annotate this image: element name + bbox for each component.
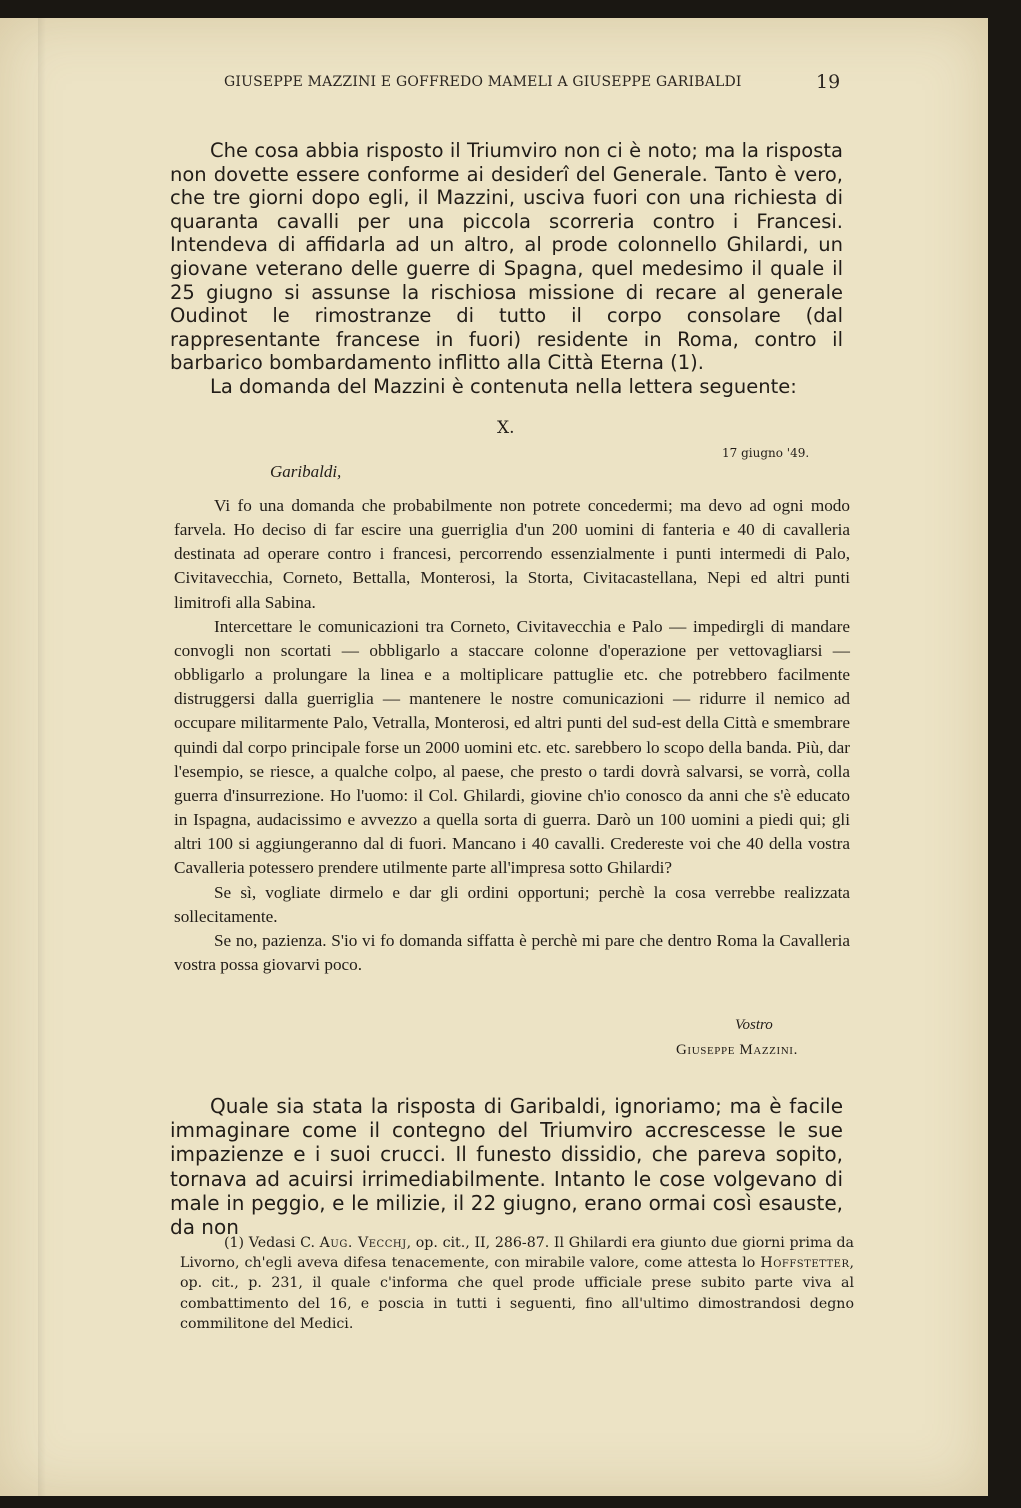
- intro-paragraph: Che cosa abbia risposto il Triumviro non ci è noto; ma la risposta non dovette essere conforme ai desiderî del Generale. Tanto è vero, che tre giorni dopo egli, il Mazzini, usciva fuori con una richiesta di quaranta cavalli per una piccola scorreria contro i Francesi. Intendeva di affidarla ad un altro, al prode colonnello Ghilardi, un giovane veterano delle guerre di Spagna, quel medesimo il quale il 25 giugno si assunse la rischiosa missione di recare al generale Oudinot le rimostranze di tutto il corpo consolare (dal rappresentante francese in fuori) residente in Roma, contro il barbarico bombardamento inflitto alla Città Eterna (1).: [170, 139, 843, 375]
- page-number: 19: [816, 71, 841, 93]
- intro-text: [170, 139, 843, 399]
- letter-date: 17 giugno '49.: [722, 446, 810, 460]
- footnote-text: , op. cit., p. 231, il quale c'informa che quel prode ufficiale prese subito parte viva al combattimento del 16, e poscia in tutti i seguenti, fino all'ultimo dimostrandosi degno commilitone del Medici.: [180, 1255, 854, 1332]
- letter-body: [174, 494, 850, 977]
- letter-paragraph: Se sì, vogliate dirmelo e dar gli ordini opportuni; perchè la cosa verrebbe realizzata sollecitamente.: [174, 882, 850, 926]
- intro-paragraph: La domanda del Mazzini è contenuta nella lettera seguente:: [210, 374, 797, 398]
- letter-paragraph: Intercettare le comunicazioni tra Corneto, Civitavecchia e Palo — impedirgli di mandare convogli non scortati — obbligarlo a staccare colonne d'operazione per vettovagliarsi — obbligarlo a prolungare la linea e a moltiplicare pattuglie etc. che potrebbero facilmente distruggersi dalla guerriglia — mantenere le nostre comunicazioni — ridurre il nemico ad occupare militarmente Palo, Vetralla, Monterosi, ed altri punti del sud-est della Città e smembrare quindi dal corpo principale forse un 2000 uomini etc. etc. sarebbero lo scopo della banda. Più, dar l'esempio, se riesce, a qualche colpo, al paese, che presto o tardi dovrà salvarsi, se vorrà, colla guerra d'insurrezione. Ho l'uomo: il Col. Ghilardi, giovine ch'io conosco da anni che s'è educato in Ispagna, audacissimo e avvezzo a quella sorta di guerra. Darò un 100 uomini a piedi qui; gli altri 100 si aggiungeranno dal di fuori. Mancano i 40 cavalli. Credereste voi che 40 della vostra Cavalleria potessero prendere utilmente parte all'impresa sotto Ghilardi?: [174, 616, 850, 878]
- footnote-marker: (1) Vedasi C.: [224, 1235, 315, 1251]
- page-gutter: [38, 18, 46, 1496]
- footnote-paragraph: [180, 1233, 854, 1334]
- letter-paragraph: Vi fo una domanda che probabilmente non potrete concedermi; ma devo ad ogni modo farvela. Ho deciso di far escire una guerriglia d'un 200 uomini di fanteria e 40 di cavalleria destinata ad operare contro i francesi, percorrendo essenzialmente i punti intermedi di Palo, Civitavecchia, Corneto, Bettalla, Monterosi, la Storta, Civitacastellana, Nepi ed altri punti limitrofi alla Sabina.: [174, 496, 850, 612]
- running-header: GIUSEPPE MAZZINI E GOFFREDO MAMELI A GIUSEPPE GARIBALDI: [224, 74, 742, 90]
- letter-salutation: Garibaldi,: [270, 462, 342, 481]
- footnote-author: Aug. Vecchj: [319, 1235, 407, 1251]
- footnote: [180, 1233, 854, 1334]
- continuation-text: [170, 1094, 843, 1239]
- letter-closing: Vostro: [735, 1017, 773, 1033]
- letter-signature: Giuseppe Mazzini.: [676, 1042, 798, 1058]
- continuation-paragraph: Quale sia stata la risposta di Garibaldi, ignoriamo; ma è facile immaginare come il contegno del Triumviro accrescesse le sue impazienze e i suoi crucci. Il funesto dissidio, che pareva sopito, tornava ad acuirsi irrimediabilmente. Intanto le cose volgevano di male in peggio, e le milizie, il 22 giugno, erano ormai così esauste, da non: [170, 1094, 843, 1240]
- letter-number: X.: [497, 418, 515, 438]
- footnote-text: , op. cit., II, 286-87. Il Ghilardi era giunto due giorni prima da Livorno, ch'egli aveva difesa tenacemente, con mirabile valore, come attesta lo: [180, 1235, 854, 1272]
- footnote-author: Hoffstetter: [760, 1255, 850, 1272]
- letter-paragraph: Se no, pazienza. S'io vi fo domanda siffatta è perchè mi pare che dentro Roma la Cavalleria vostra possa giovarvi poco.: [174, 930, 850, 974]
